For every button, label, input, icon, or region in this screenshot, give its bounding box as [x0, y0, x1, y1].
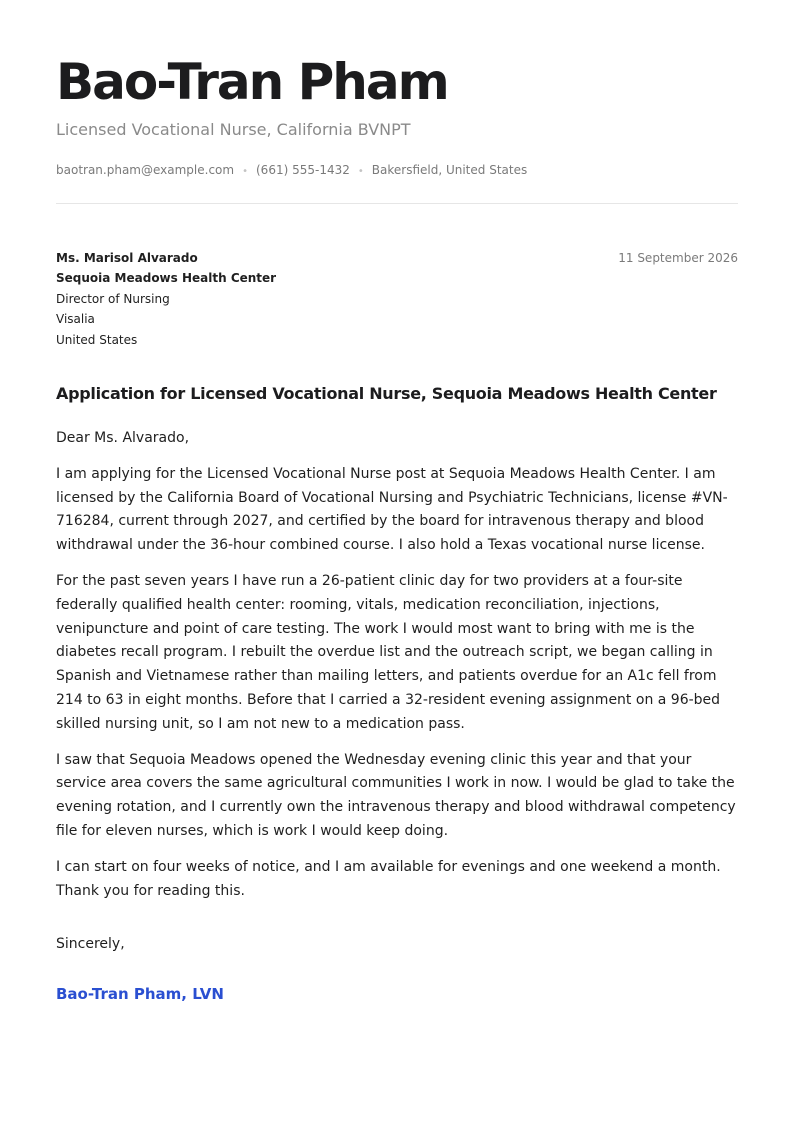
contact-line	[56, 161, 527, 181]
letter-paragraph: I am applying for the Licensed Vocational Nurse post at Sequoia Meadows Health Center. I am licensed by the California Board of Vocational Nursing and Psychiatric Technicians, license #VN-716284, current through 2027, and certified by the board for intravenous therapy and blood withdrawal under the 36-hour combined course. I also hold a Texas vocational nurse license.	[56, 465, 728, 554]
letter-body	[56, 427, 738, 915]
contact-phone[interactable]: (661) 555-1432	[256, 163, 350, 177]
contact-separator: •	[357, 166, 364, 177]
applicant-headline: Licensed Vocational Nurse, California BVNPT	[56, 120, 411, 139]
recipient-block	[56, 248, 276, 350]
contact-email[interactable]: baotran.pham@example.com	[56, 163, 235, 177]
applicant-name: Bao-Tran Pham	[56, 53, 448, 111]
letter-paragraph: I can start on four weeks of notice, and I am available for evenings and one weekend a month. Thank you for reading this.	[56, 858, 721, 899]
recipient-organization: Sequoia Meadows Health Center	[56, 271, 277, 286]
recipient-city: Visalia	[56, 312, 95, 327]
letter-paragraph: I saw that Sequoia Meadows opened the Wednesday evening clinic this year and that your service area covers the same agricultural communities I work in now. I would be glad to take the evening rotation, and I currently own the intravenous therapy and blood withdrawal competency file for eleven nurses, which is work I would keep doing.	[56, 751, 736, 839]
recipient-country: United States	[56, 332, 138, 347]
letter-greeting: Dear Ms. Alvarado,	[56, 430, 190, 446]
contact-location: Bakersfield, United States	[371, 163, 528, 177]
contact-separator: •	[242, 166, 248, 177]
letter-closing: Sincerely,	[56, 936, 125, 952]
recipient-name: Ms. Marisol Alvarado	[56, 251, 198, 265]
header-divider	[56, 203, 738, 204]
letter-subject: Application for Licensed Vocational Nurse, Sequoia Meadows Health Center	[56, 384, 717, 403]
recipient-title: Director of Nursing	[56, 291, 170, 306]
letter-paragraph: For the past seven years I have run a 26-patient clinic day for two providers at a four-site federally qualified health center: rooming, vitals, medication reconciliation, injections, venipuncture and point of care testing. The work I would most want to bring with me is the diabetes recall program. I rebuilt the overdue list and the outreach script, we began calling in Spanish and Vietnamese rather than mailing letters, and patients overdue for an A1c fell from 214 to 63 in eight months. Before that I carried a 32-resident evening assignment on a 96-bed skilled nursing unit, so I am not new to a medication pass.	[56, 572, 721, 732]
letter-signature: Bao-Tran Pham, LVN	[56, 985, 224, 1003]
letter-date: 11 September 2026	[618, 251, 738, 265]
